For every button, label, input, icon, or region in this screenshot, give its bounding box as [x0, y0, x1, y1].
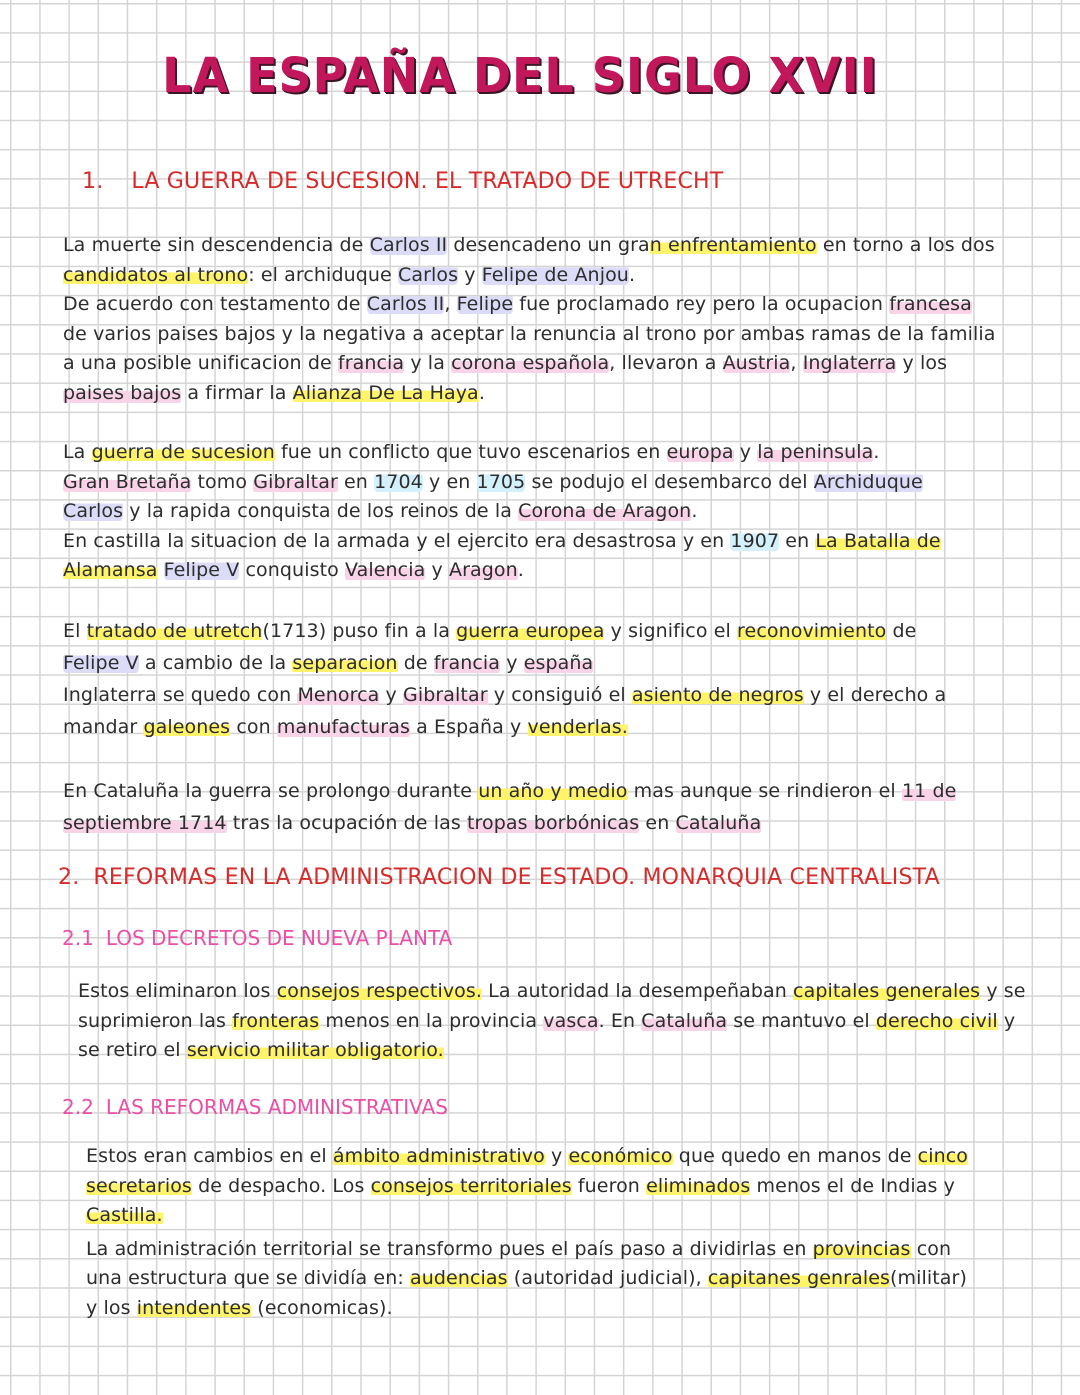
highlighted-text: Gibraltar — [403, 684, 488, 706]
text-line — [63, 349, 996, 379]
text-fragment: . — [628, 263, 636, 286]
text-fragment: La administración territorial se transformo pues el país paso a dividirlas en — [86, 1237, 813, 1260]
text-line — [63, 556, 941, 586]
highlighted-text: Castilla. — [86, 1204, 163, 1226]
highlighted-text: Corona de Aragon — [518, 500, 692, 522]
text-line — [63, 438, 941, 468]
highlighted-text: Carlos II — [369, 234, 448, 256]
highlighted-text: consejos respectivos. — [276, 980, 483, 1002]
text-fragment: fueron — [571, 1174, 647, 1197]
text-fragment: Estos eliminaron los — [78, 980, 277, 1002]
text-fragment: (militar) — [890, 1267, 967, 1289]
text-line — [78, 1007, 1026, 1037]
text-line — [63, 527, 941, 557]
text-fragment: y los — [86, 1296, 137, 1319]
highlighted-text: consejos territoriales — [370, 1174, 572, 1197]
paragraph-utrecht-treaty — [63, 615, 946, 743]
highlighted-text: Felipe de Anjou — [481, 263, 629, 286]
highlighted-text: audencias — [410, 1267, 508, 1289]
highlighted-text: Cataluña — [675, 812, 762, 834]
highlighted-text: francia — [337, 352, 405, 374]
highlighted-text: 1907 — [730, 529, 780, 552]
text-line — [86, 1235, 968, 1265]
text-fragment: tras la ocupación de las — [226, 812, 467, 834]
highlighted-text: ámbito administrativo — [332, 1145, 545, 1167]
text-fragment: (economicas). — [251, 1296, 393, 1319]
text-fragment: y en — [422, 470, 477, 493]
text-fragment: de despacho. Los — [191, 1174, 371, 1197]
text-fragment: una estructura que se dividía en: — [86, 1267, 411, 1289]
paragraph-catalonia — [63, 775, 956, 839]
text-fragment: Inglaterra se quedo con — [63, 684, 298, 706]
text-fragment: menos el de Indias y — [750, 1174, 955, 1197]
text-fragment: en — [337, 470, 375, 493]
highlighted-text: galeones — [143, 716, 231, 738]
text-fragment: mas aunque se rindieron el — [627, 780, 902, 802]
text-fragment: y — [733, 441, 758, 463]
text-fragment: con — [910, 1237, 952, 1260]
highlighted-text: Felipe V — [63, 652, 139, 674]
text-line — [86, 1201, 968, 1231]
text-fragment: . En — [598, 1009, 642, 1032]
highlighted-text: Alianza De La Haya — [292, 381, 479, 404]
highlighted-text: francesa — [889, 293, 972, 315]
text-fragment: : el archiduque — [248, 263, 398, 286]
text-line — [63, 290, 996, 320]
text-fragment: y — [379, 684, 403, 706]
highlighted-text: Felipe — [456, 293, 514, 315]
text-line — [63, 679, 946, 711]
highlighted-text: Inglaterra — [802, 352, 897, 374]
highlighted-text: un año y medio — [478, 780, 628, 802]
highlighted-text: provincias — [812, 1237, 911, 1260]
text-line — [63, 615, 946, 647]
highlighted-text: La Batalla de — [815, 529, 941, 552]
text-fragment: que quedo en manos de — [672, 1145, 918, 1167]
text-line — [63, 647, 946, 679]
highlighted-text: capitales generales — [793, 980, 981, 1002]
highlighted-text: guerra europea — [456, 620, 605, 642]
highlighted-text: Felipe V — [163, 559, 240, 581]
text-fragment: La — [63, 441, 92, 463]
text-fragment: y — [997, 1009, 1016, 1032]
text-fragment: y la — [404, 352, 452, 374]
highlighted-text: paises bajos — [63, 381, 182, 404]
text-fragment: conquisto — [239, 559, 345, 581]
section-2-heading — [58, 865, 940, 890]
text-line — [63, 231, 996, 261]
text-fragment: y significo el — [604, 620, 738, 642]
text-fragment: El — [63, 620, 87, 642]
highlighted-text: venderlas. — [527, 716, 628, 738]
highlighted-text: n enfrentamiento — [649, 234, 817, 256]
highlighted-text: Archiduque — [813, 470, 923, 493]
text-fragment — [157, 559, 163, 581]
highlighted-text: 1704 — [374, 470, 423, 493]
text-fragment: y — [458, 263, 482, 286]
text-fragment: , — [790, 352, 803, 374]
highlighted-text: tropas borbónicas — [466, 812, 640, 834]
text-fragment: en torno a los dos — [816, 234, 995, 256]
section-1-heading — [82, 169, 723, 194]
text-line — [63, 497, 941, 527]
text-line — [63, 807, 956, 839]
paragraph-war-scenarios — [63, 438, 941, 586]
highlighted-text: Gibraltar — [253, 470, 338, 493]
subsection-2-2-number: 2.2 — [62, 1095, 94, 1119]
text-fragment: y consiguió el — [487, 684, 632, 706]
text-line — [63, 320, 996, 350]
text-fragment: suprimieron las — [78, 1009, 233, 1032]
subsection-2-2-title: LAS REFORMAS ADMINISTRATIVAS — [105, 1095, 448, 1119]
highlighted-text: Alamansa — [63, 559, 158, 581]
subsection-2-2-heading — [62, 1095, 448, 1119]
highlighted-text: guerra de sucesion — [91, 441, 275, 463]
section-2-title: REFORMAS EN LA ADMINISTRACION DE ESTADO. MONARQUIA CENTRALISTA — [93, 865, 940, 890]
section-2-number: 2. — [58, 865, 80, 890]
highlighted-text: Valencia — [345, 559, 426, 581]
text-fragment: fue un conflicto que tuvo escenarios en — [274, 441, 667, 463]
paragraph-succession-intro — [63, 231, 996, 408]
text-fragment: y — [500, 652, 524, 674]
text-fragment: De acuerdo con testamento de — [63, 293, 367, 315]
highlighted-text: Menorca — [297, 684, 380, 706]
highlighted-text: 1705 — [476, 470, 526, 493]
text-fragment: , llevaron a — [609, 352, 723, 374]
text-fragment: se podujo el desembarco del — [525, 470, 814, 493]
text-fragment: en — [639, 812, 676, 834]
highlighted-text: candidatos al trono — [63, 263, 249, 286]
highlighted-text: derecho civil — [875, 1009, 998, 1032]
text-line — [63, 711, 946, 743]
text-fragment: y los — [896, 352, 948, 374]
page-title: LA ESPAÑA DEL SIGLO XVII — [162, 46, 878, 104]
highlighted-text: servicio militar obligatorio. — [186, 1039, 444, 1061]
text-fragment: de varios paises bajos y la negativa a aceptar la renuncia al trono por ambas ramas de la familia — [63, 322, 996, 345]
highlighted-text: Carlos II — [366, 293, 445, 315]
highlighted-text: intendentes — [136, 1296, 252, 1319]
paragraph-admin-reforms — [86, 1142, 968, 1323]
highlighted-text: Carlos — [63, 500, 124, 522]
text-fragment: En Cataluña la guerra se prolongo durante — [63, 780, 479, 802]
text-fragment: se mantuvo el — [727, 1009, 876, 1032]
text-line — [86, 1264, 968, 1294]
subsection-2-1-number: 2.1 — [62, 926, 94, 950]
text-fragment: y el derecho a — [803, 684, 947, 706]
highlighted-text: españa — [523, 652, 594, 674]
text-fragment: La muerte sin descendencia de — [63, 234, 370, 256]
text-fragment: a firmar la — [181, 381, 293, 404]
subsection-2-1-title: LOS DECRETOS DE NUEVA PLANTA — [105, 926, 453, 950]
text-fragment: de — [886, 620, 917, 642]
subsection-2-1-heading — [62, 926, 452, 950]
text-fragment: (1713) puso fin a la — [262, 620, 457, 642]
highlighted-text: asiento de negros — [631, 684, 804, 706]
text-line — [78, 977, 1026, 1007]
text-fragment: tomo — [191, 470, 254, 493]
text-fragment: mandar — [63, 716, 144, 738]
text-fragment: La autoridad la desempeñaban — [482, 980, 794, 1002]
highlighted-text: Carlos — [397, 263, 459, 286]
text-fragment: y la rapida conquista de los reinos de la — [123, 500, 519, 522]
highlighted-text: 11 de — [901, 780, 957, 802]
text-fragment: con — [230, 716, 277, 738]
text-line — [63, 261, 996, 291]
highlighted-text: reconovimiento — [737, 620, 887, 642]
highlighted-text: económico — [568, 1145, 673, 1167]
highlighted-text: corona española — [451, 352, 610, 374]
highlighted-text: francia — [433, 652, 501, 674]
highlighted-text: separacion — [292, 652, 398, 674]
text-fragment: se retiro el — [78, 1039, 187, 1061]
text-fragment: y — [544, 1145, 569, 1167]
text-fragment: , — [444, 293, 457, 315]
text-fragment: . — [873, 441, 880, 463]
text-line — [78, 1036, 1026, 1066]
text-line — [63, 468, 941, 498]
highlighted-text: capitanes genrales — [707, 1267, 890, 1289]
highlighted-text: secretarios — [86, 1174, 192, 1197]
highlighted-text: vasca — [543, 1009, 599, 1032]
text-fragment: y — [425, 559, 449, 581]
section-1-title: LA GUERRA DE SUCESION. EL TRATADO DE UTRECHT — [131, 169, 724, 194]
text-fragment: a cambio de la — [138, 652, 293, 674]
text-fragment: menos en la provincia — [319, 1009, 544, 1032]
text-line — [63, 379, 996, 409]
text-fragment: . — [517, 559, 524, 581]
highlighted-text: Aragon — [448, 559, 518, 581]
highlighted-text: tratado de utretch — [86, 620, 263, 642]
text-fragment: de — [397, 652, 434, 674]
text-fragment: (autoridad judicial), — [507, 1267, 708, 1289]
section-1-number: 1. — [82, 169, 104, 194]
text-fragment: a España y — [409, 716, 528, 738]
highlighted-text: Cataluña — [641, 1009, 728, 1032]
text-fragment: . — [478, 381, 485, 404]
text-fragment: . — [691, 500, 698, 522]
paragraph-nueva-planta — [78, 977, 1026, 1066]
text-fragment: y se — [980, 980, 1026, 1002]
text-line — [86, 1294, 968, 1324]
highlighted-text: cinco — [917, 1145, 969, 1167]
highlighted-text: fronteras — [232, 1009, 320, 1032]
text-fragment: fue proclamado rey pero la ocupacion — [513, 293, 890, 315]
text-fragment: En castilla la situacion de la armada y el ejercito era desastrosa y en — [63, 529, 731, 552]
text-fragment: a una posible unificacion de — [63, 352, 338, 374]
highlighted-text: Gran Bretaña — [63, 470, 192, 493]
text-fragment: en — [779, 529, 816, 552]
text-line — [86, 1142, 968, 1172]
text-line — [86, 1172, 968, 1202]
highlighted-text: manufacturas — [276, 716, 410, 738]
highlighted-text: europa — [666, 441, 734, 463]
highlighted-text: Austria — [722, 352, 791, 374]
highlighted-text: eliminados — [646, 1174, 751, 1197]
text-line — [63, 775, 956, 807]
highlighted-text: la peninsula — [757, 441, 874, 463]
text-fragment: Estos eran cambios en el — [86, 1145, 333, 1167]
text-fragment: desencadeno un gra — [447, 234, 650, 256]
highlighted-text: septiembre 1714 — [63, 812, 227, 834]
